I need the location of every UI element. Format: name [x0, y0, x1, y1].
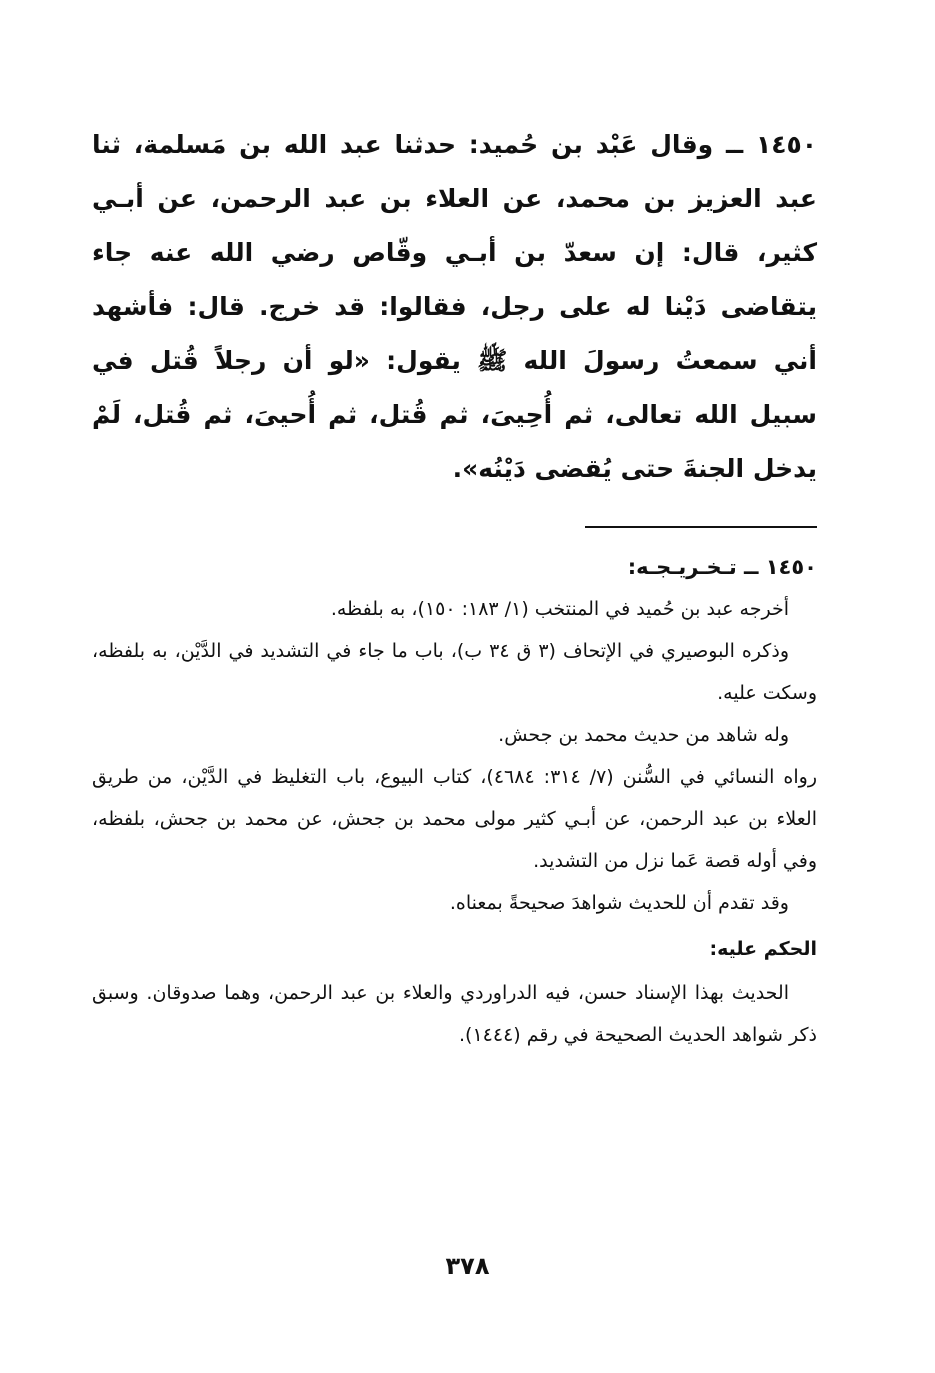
takhrij-paragraph: وله شاهد من حديث محمد بن جحش.: [498, 724, 789, 746]
takhrij-paragraph: رواه النسائي في السُّنن (٧/ ٣١٤: ٤٦٨٤)، كتاب البيوع، باب التغليظ في الدَّيْن، من طريق العلاء بن عبد الرحمن، عن أبـي كثير مولى محمد بن جحش، عن محمد بن جحش، بلفظه، وفي أوله قصة عَما نزل من التشديد.: [92, 766, 817, 872]
page-content: [92, 118, 817, 1056]
hadith-text: ١٤٥٠ ــ وقال عَبْد بن حُميد: حدثنا عبد الله بن مَسلمة، ثنا عبد العزيز بن محمد، عن العلاء بن عبد الرحمن، عن أبـي كثير، قال: إن سعدّ بن أبـي وقّاص رضي الله عنه جاء يتقاضى دَيْنا له على رجل، فقالوا: قد خرج. قال: فأشهد أني سمعتُ رسولَ الله ﷺ يقول: «لو أن رجلاً قُتل في سبيل الله تعالى، ثم أُحِيىَ، ثم قُتل، ثم أُحيىَ، ثم قُتل، لَمْ يدخل الجنةَ حتى يُقضى دَيْنُه».: [92, 130, 817, 483]
footnote-divider: [585, 526, 817, 528]
judgement-heading: الحكم عليه:: [709, 938, 817, 960]
footnotes-section: [92, 546, 817, 1056]
takhrij-paragraph: وذكره البوصيري في الإتحاف (٣ ق ٣٤ ب)، باب ما جاء في التشديد في الدَّيْن، به بلفظه، وسكت عليه.: [92, 640, 817, 704]
takhrij-paragraph: أخرجه عبد بن حُميد في المنتخب (١/ ١٨٣: ١٥٠)، به بلفظه.: [330, 598, 789, 620]
judgement-text: الحديث بهذا الإسناد حسن، فيه الدراوردي والعلاء بن عبد الرحمن، وهما صدوقان. وسبق ذكر شواهد الحديث الصحيحة في رقم (١٤٤٤).: [92, 982, 817, 1046]
takhrij-paragraph: وقد تقدم أن للحديث شواهدَ صحيحةً بمعناه.: [449, 892, 789, 914]
page-number: ٣٧٨: [445, 1252, 490, 1280]
takhrij-heading: ١٤٥٠ ــ تـخـريـجـه:: [627, 555, 817, 579]
